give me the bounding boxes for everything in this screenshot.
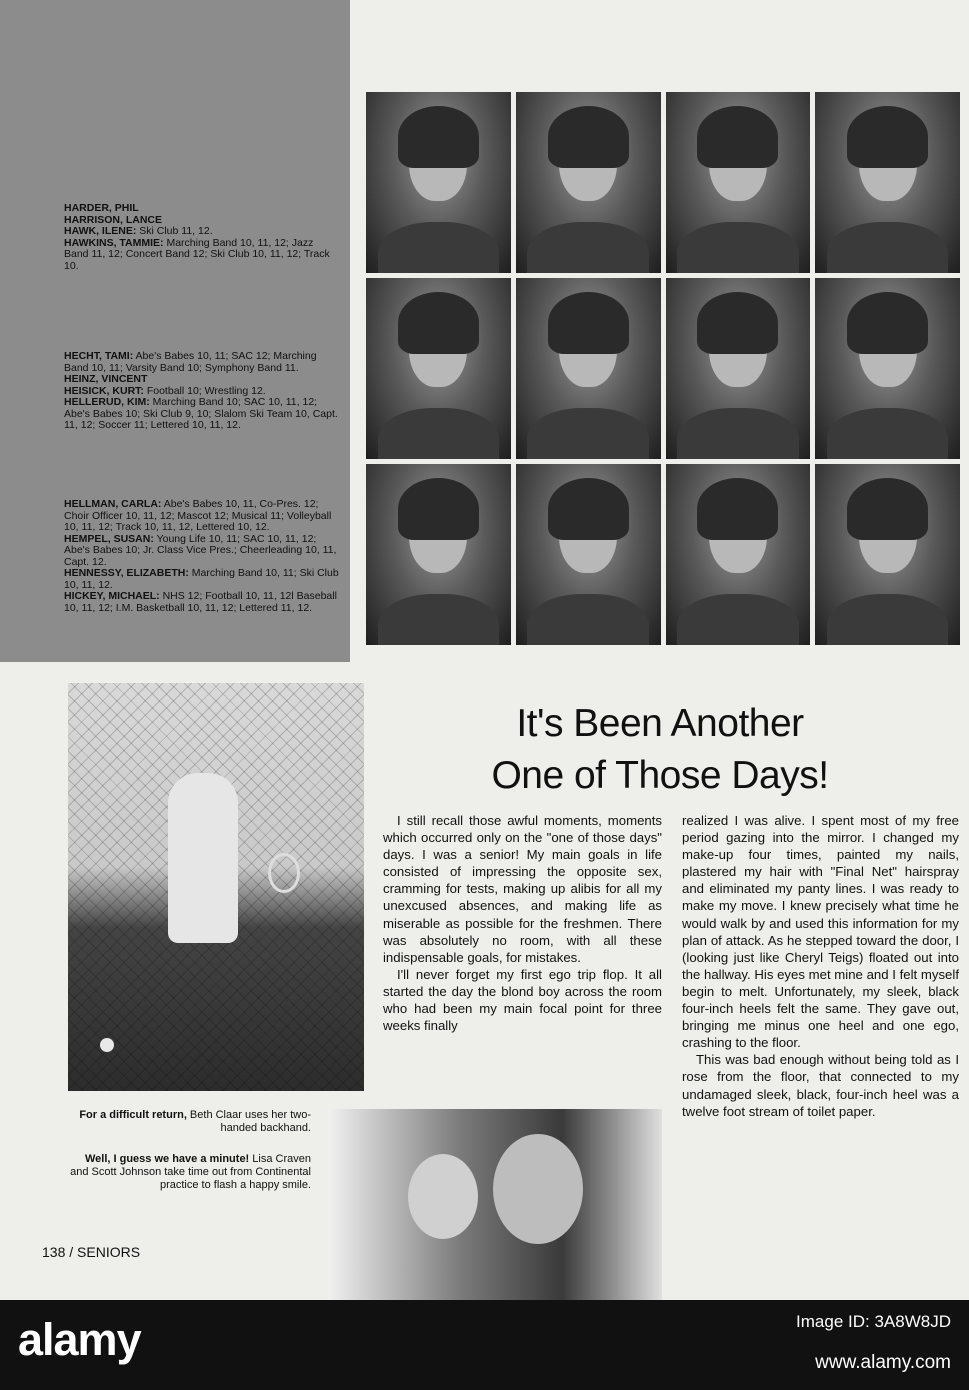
senior-portrait	[815, 278, 960, 459]
article-paragraph: I still recall those awful moments, moments which occurred only on the "one of those days" days. I was a senior! My main goals in life consisted of impressing the opposite sex, cramming for tests, making up alibis for all my unexcused absences, and making life as miserable as possible for the freshmen. There was absolutely no room, with all these indispensable goals, for mistakes.	[383, 813, 662, 965]
bio-entry: HEMPEL, SUSAN: Young Life 10, 11; SAC 10, 11, 12; Abe's Babes 10; Jr. Class Vice Pres.; Cheerleading 10, 11, Capt. 12.	[64, 532, 337, 568]
tennis-ball	[100, 1038, 114, 1052]
senior-portrait	[366, 278, 511, 459]
bio-group-2	[64, 351, 340, 432]
bio-entry: HAWKINS, TAMMIE: Marching Band 10, 11, 12; Jazz Band 11, 12; Concert Band 12; Ski Club 10, 11, 12; Track 10.	[64, 236, 330, 272]
article-headline: It's Been Another One of Those Days!	[491, 702, 829, 797]
bio-entry: HARRISON, LANCE	[64, 213, 163, 226]
senior-portrait	[516, 464, 661, 645]
smile-photo	[328, 1109, 662, 1300]
article-paragraph: This was bad enough without being told as I rose from the floor, that connected to my undamaged sleek, black, four-inch heel was a twelve foot stream of toilet paper.	[682, 1052, 959, 1119]
article-paragraph: realized I was alive. I spent most of my free period gazing into the mirror. I changed my make-up four times, painted my nails, plastered my hair with "Final Net" hairspray and eliminated my panty lines. I was ready to make my move. I knew precisely what time he would walk by and used this information for my plan of attack. As he stepped toward the door, I (looking just like Cheryl Teigs) floated out into the hallway. His eyes met mine and I felt myself begin to melt. Unfortunately, my sleek, black four-inch heels felt the same. They gave out, bringing me minus one heel and one ego, crashing to the floor.	[682, 813, 959, 1051]
article-column-2	[682, 812, 959, 1120]
bio-entry: HELLMAN, CARLA: Abe's Babes 10, 11, Co-Pres. 12; Choir Officer 10, 11, 12; Mascot 12; Musical 11; Volleyball 10, 11, 12; Track 10, 11, 12, Lettered 10, 12.	[64, 498, 332, 533]
senior-portrait	[366, 464, 511, 645]
alamy-logo: alamy	[18, 1314, 141, 1365]
senior-portrait	[666, 92, 811, 273]
bio-entry: HEINZ, VINCENT	[64, 373, 148, 385]
bio-entry: HEISICK, KURT: Football 10; Wrestling 12.	[64, 384, 266, 397]
senior-portrait	[516, 92, 661, 273]
senior-portrait	[516, 278, 661, 459]
image-id: Image ID: 3A8W8JD	[796, 1312, 951, 1331]
article-paragraph: I'll never forget my first ego trip flop. It all started the day the blond boy across the room who had been my main focal point for three weeks finally	[383, 966, 662, 1034]
bio-group-1	[64, 203, 340, 272]
senior-portrait-grid	[366, 92, 960, 645]
bio-entry: HICKEY, MICHAEL: NHS 12; Football 10, 11, 12l Baseball 10, 11, 12; I.M. Basketball 10, 11, 12; Lettered 11, 12.	[64, 590, 337, 614]
bio-group-3	[64, 499, 340, 614]
tennis-photo	[68, 683, 364, 1091]
bio-entry: HECHT, TAMI: Abe's Babes 10, 11; SAC 12; Marching Band 10, 11; Varsity Band 10; Symphony Band 11.	[64, 350, 317, 374]
bio-entry: HARDER, PHIL	[64, 202, 139, 214]
article-column-1	[383, 812, 662, 1034]
tennis-caption: For a difficult return, Beth Claar uses her two-handed backhand.	[79, 1109, 311, 1134]
bio-entry: HELLERUD, KIM: Marching Band 10; SAC 10, 11, 12; Abe's Babes 10; Ski Club 9, 10; Slalom Ski Team 10, Capt. 11, 12; Soccer 11; Lettered 10, 11, 12.	[64, 396, 338, 431]
smile-caption: Well, I guess we have a minute! Lisa Craven and Scott Johnson take time out from Continental practice to flash a happy smile.	[70, 1153, 311, 1191]
senior-portrait	[666, 278, 811, 459]
bio-entry: HAWK, ILENE: Ski Club 11, 12.	[64, 225, 213, 237]
bio-entry: HENNESSY, ELIZABETH: Marching Band 10, 11; Ski Club 10, 11, 12.	[64, 567, 339, 591]
site-url: www.alamy.com	[815, 1352, 951, 1373]
senior-portrait	[815, 464, 960, 645]
senior-portrait	[666, 464, 811, 645]
senior-portrait	[815, 92, 960, 273]
watermark-bar	[0, 1300, 969, 1390]
senior-portrait	[366, 92, 511, 273]
page-folio: 138 / SENIORS	[42, 1244, 141, 1260]
